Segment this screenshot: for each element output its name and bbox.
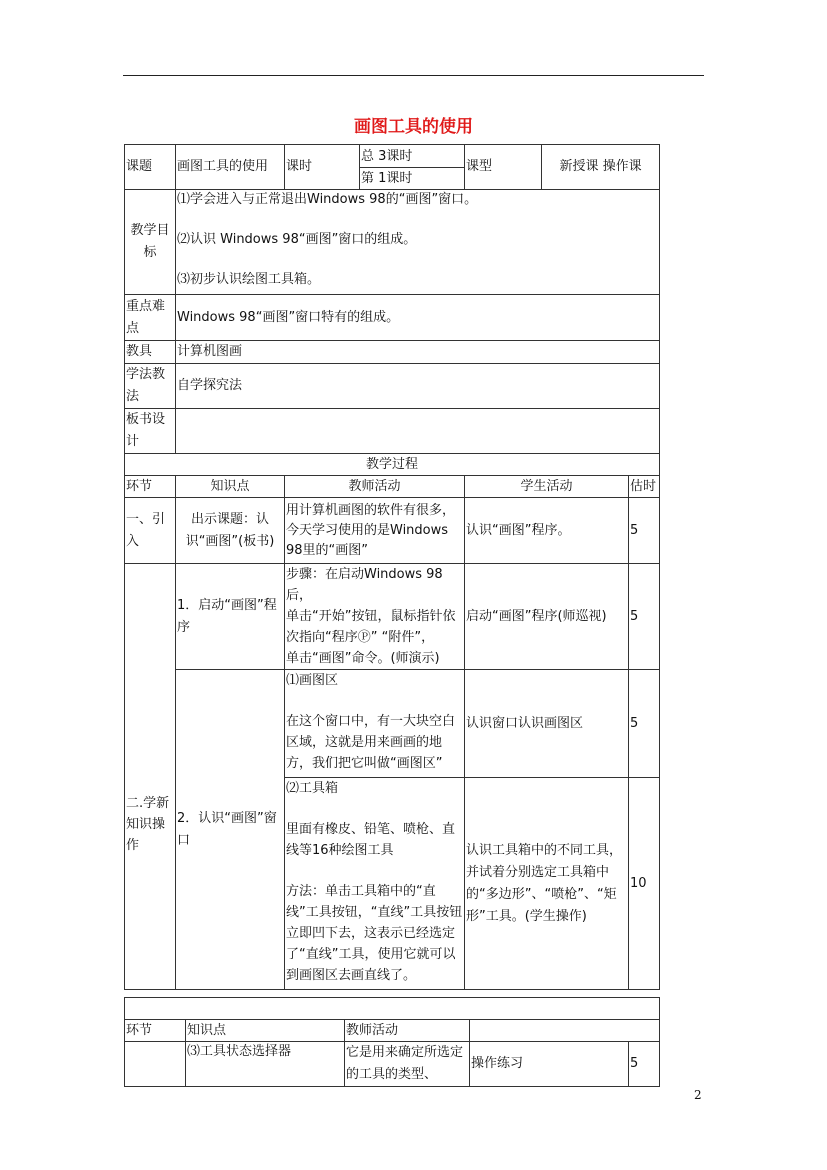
value-type: 新授课 操作课 — [542, 145, 660, 190]
toolbox-text: 里面有橡皮、铅笔、喷枪、直线等16种绘图工具 — [286, 822, 456, 858]
time-intro: 5 — [629, 498, 660, 564]
value-board-design — [176, 409, 660, 454]
label-type: 课型 — [465, 145, 542, 190]
goal-item: ⑶初步认识绘图工具箱。 — [177, 272, 321, 287]
time-toolbox: 10 — [629, 778, 660, 990]
lesson-plan-table — [124, 144, 660, 990]
lesson-number: 第 1课时 — [360, 168, 465, 190]
label-topic: 课题 — [125, 145, 176, 190]
goals-list — [176, 190, 660, 295]
canvas-area-text: 在这个窗口中，有一大块空白区域，这就是用来画画的地方，我们把它叫做“画图区” — [286, 714, 456, 771]
col2-teacher: 教师活动 — [345, 1020, 470, 1042]
stage-new-knowledge: 二.学新知识操作 — [125, 564, 176, 990]
student-toolbox: 认识工具箱中的不同工具，并试着分别选定工具箱中的“多边形”、“喷枪”、“矩形”工具。(学生操作) — [465, 778, 629, 990]
teacher-intro: 用计算机画图的软件有很多，今天学习使用的是Windows 98里的“画图” — [285, 498, 465, 564]
col-teacher: 教师活动 — [285, 476, 465, 498]
col-knowledge: 知识点 — [176, 476, 285, 498]
goal-item: ⑴学会进入与正常退出Windows 98的“画图”窗口。 — [177, 192, 478, 207]
blank-row — [125, 998, 660, 1020]
page-number: 2 — [694, 1088, 702, 1102]
launch-step: 步骤：在启动Windows 98后， — [286, 567, 443, 603]
label-board-design: 板书设计 — [125, 409, 176, 454]
total-hours: 总 3课时 — [360, 145, 465, 168]
col2-student — [470, 1020, 660, 1042]
label-key-points: 重点难点 — [125, 295, 176, 341]
header-rule — [123, 75, 704, 76]
label-teaching-aids: 教具 — [125, 341, 176, 364]
point-launch: 1．启动“画图”程序 — [176, 564, 285, 670]
label-hours: 课时 — [285, 145, 360, 190]
student-intro: 认识“画图”程序。 — [465, 498, 629, 564]
col-student: 学生活动 — [465, 476, 629, 498]
student-launch: 启动“画图”程序(师巡视) — [465, 564, 629, 670]
student-selector: 操作练习 — [470, 1042, 629, 1087]
label-method: 学法教法 — [125, 364, 176, 409]
launch-step: 单击“开始”按钮，鼠标指针依 — [286, 609, 456, 624]
point-intro: 出示课题：认识“画图”(板书) — [176, 498, 285, 564]
continuation-table — [124, 997, 660, 1087]
value-method: 自学探究法 — [176, 364, 660, 409]
canvas-area-heading: ⑴画图区 — [286, 673, 339, 688]
launch-step: 次指向“程序Ⓟ” “附件”， — [286, 630, 435, 645]
stage-selector — [125, 1042, 186, 1087]
value-topic: 画图工具的使用 — [176, 145, 285, 190]
time-launch: 5 — [629, 564, 660, 670]
process-title: 教学过程 — [125, 454, 660, 476]
point-window: 2．认识“画图”窗口 — [176, 670, 285, 990]
col2-knowledge: 知识点 — [186, 1020, 345, 1042]
toolbox-heading: ⑵工具箱 — [286, 781, 339, 796]
col-time: 估时 — [629, 476, 660, 498]
value-key-points: Windows 98“画图”窗口特有的组成。 — [176, 295, 660, 341]
col-stage: 环节 — [125, 476, 176, 498]
launch-step: 单击“画图”命令。(师演示) — [286, 651, 440, 666]
time-selector: 5 — [629, 1042, 660, 1087]
time-canvas-area: 5 — [629, 670, 660, 778]
teacher-selector: 它是用来确定所选定的工具的类型、 — [345, 1042, 470, 1087]
label-goals: 教学目标 — [125, 190, 176, 295]
toolbox-method: 方法：单击工具箱中的“直线”工具按钮，“直线”工具按钮立即凹下去，这表示已经选定了“直线”工具，使用它就可以到画图区去画直线了。 — [286, 884, 463, 983]
teacher-canvas-area — [285, 670, 465, 778]
document-title: 画图工具的使用 — [354, 117, 473, 137]
teacher-launch — [285, 564, 465, 670]
stage-intro: 一、引入 — [125, 498, 176, 564]
teacher-toolbox — [285, 778, 465, 990]
student-canvas-area: 认识窗口认识画图区 — [465, 670, 629, 778]
value-teaching-aids: 计算机图画 — [176, 341, 660, 364]
col2-stage: 环节 — [125, 1020, 186, 1042]
goal-item: ⑵认识 Windows 98“画图”窗口的组成。 — [177, 232, 417, 247]
point-selector: ⑶工具状态选择器 — [186, 1042, 345, 1087]
